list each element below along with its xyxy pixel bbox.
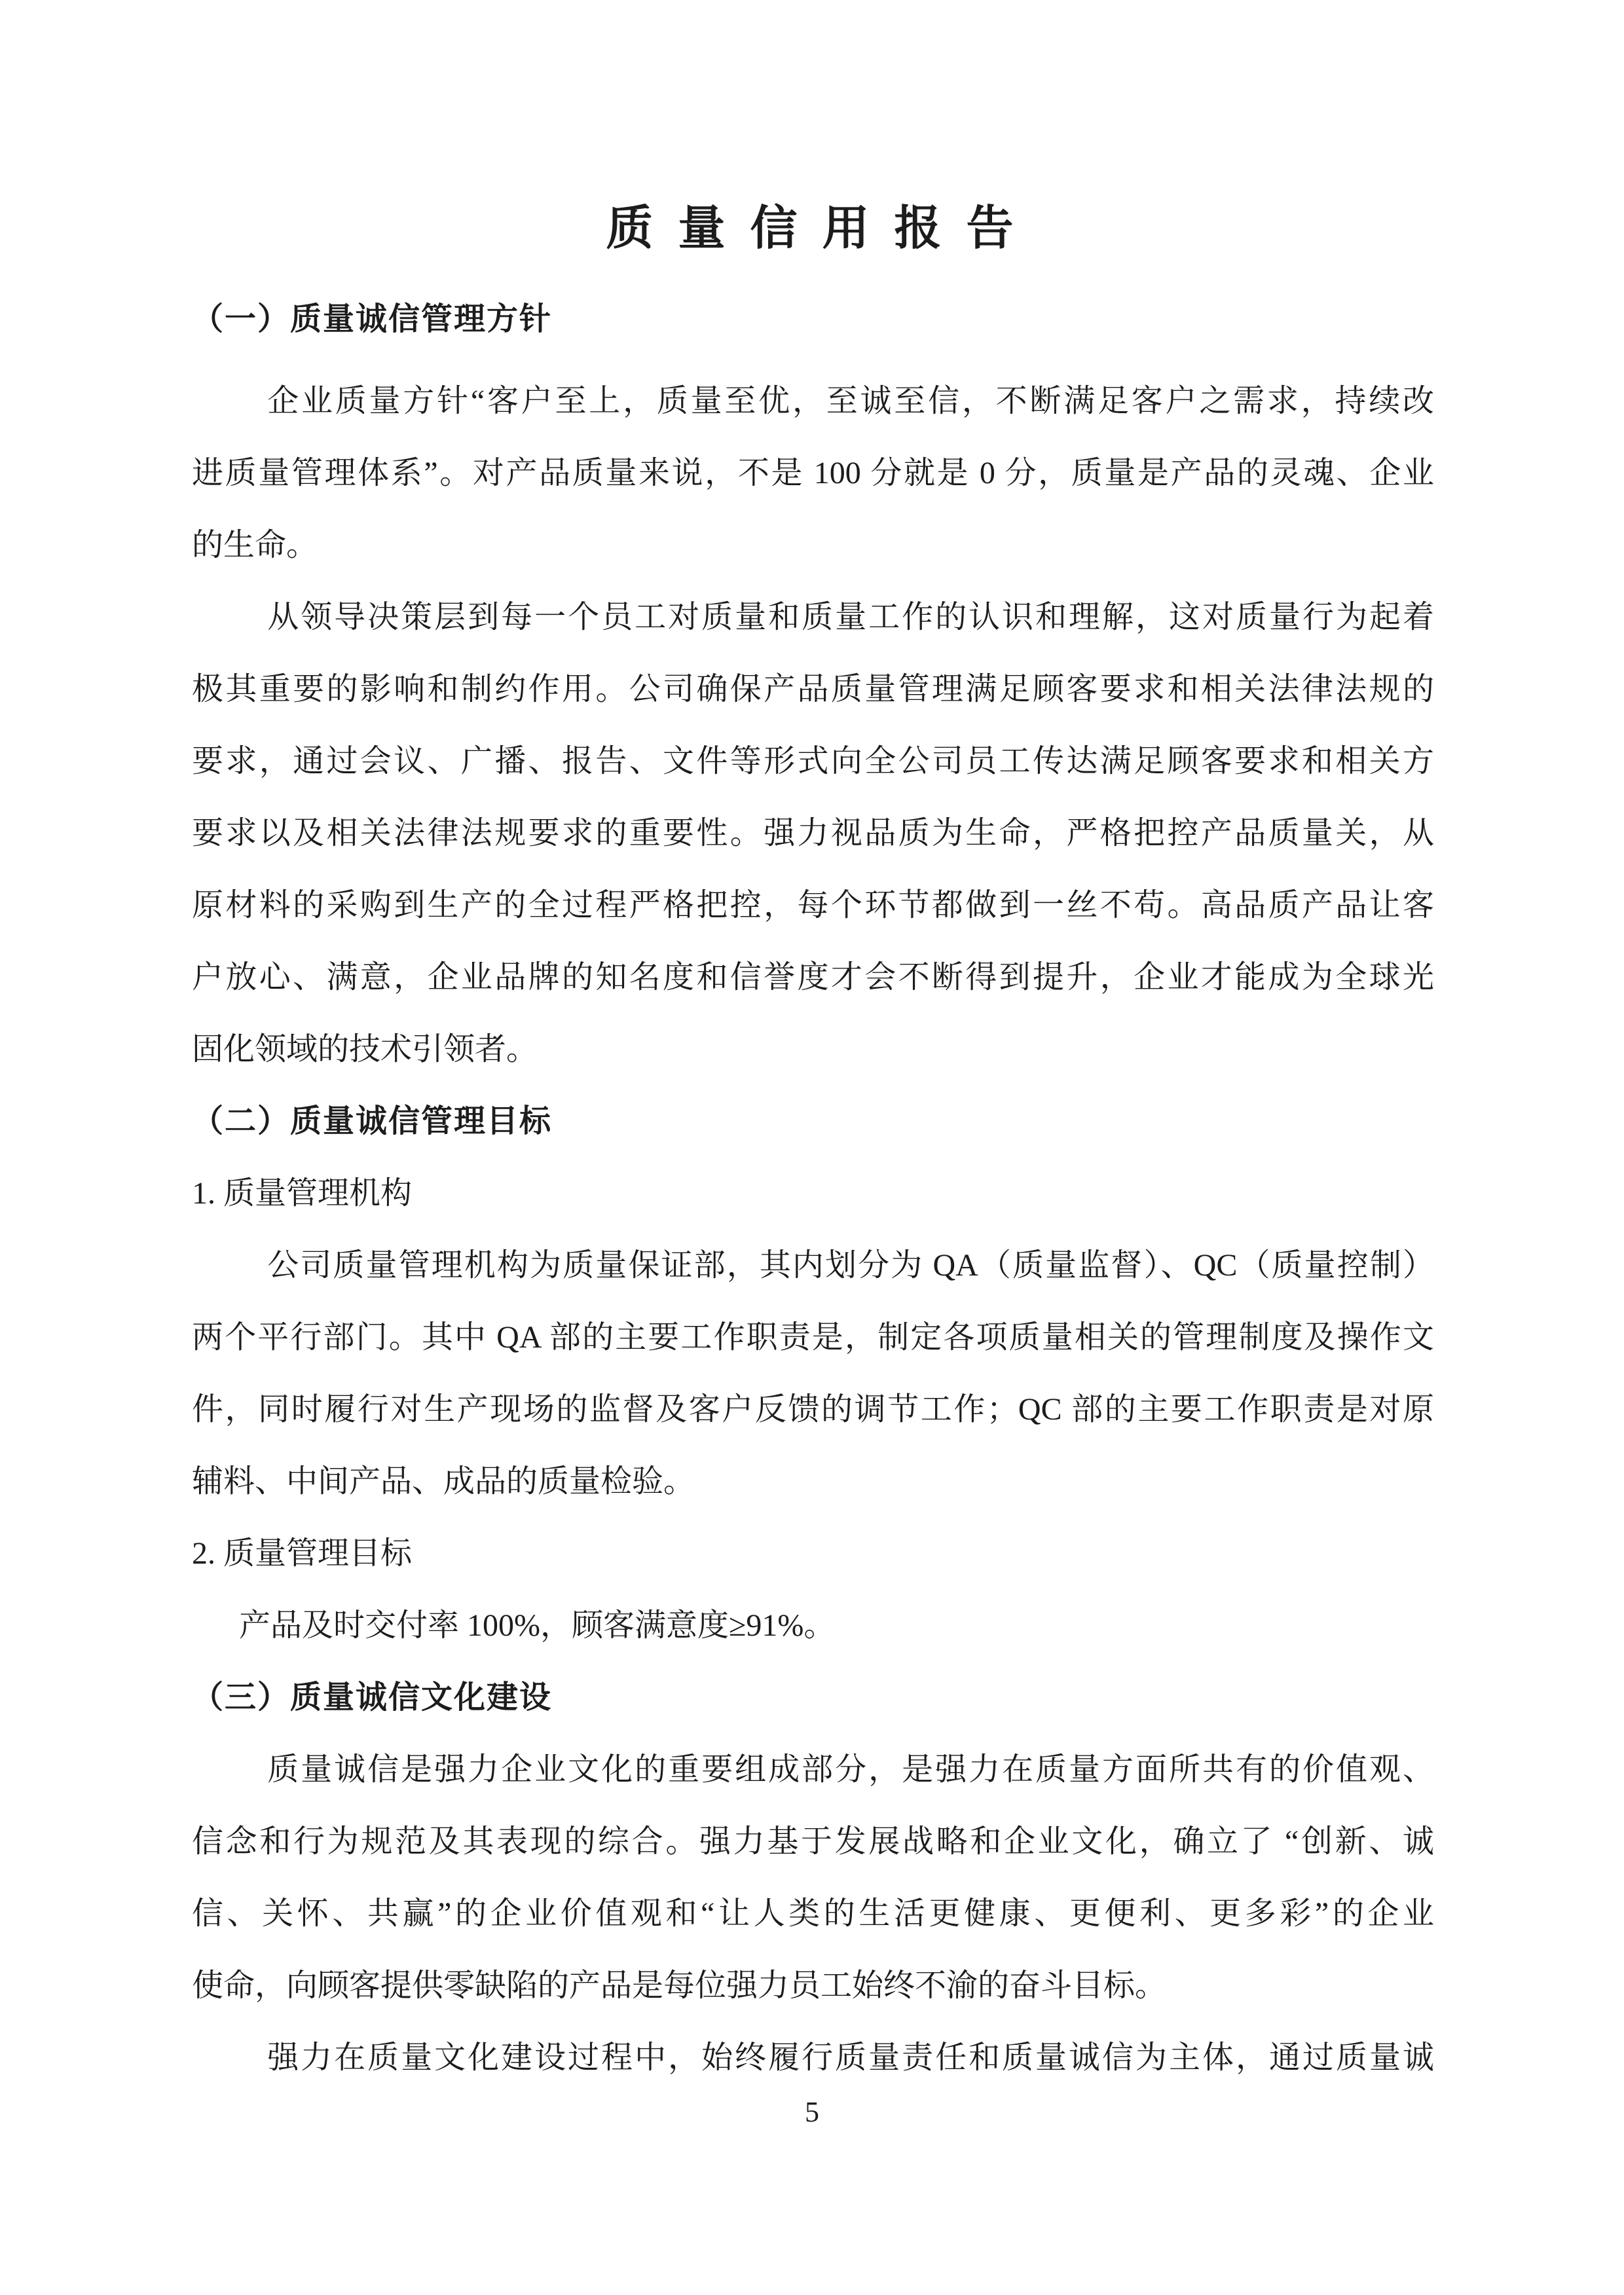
text-line: 辅料、中间产品、成品的质量检验。 <box>192 1464 695 1499</box>
paragraph <box>192 1590 1434 1662</box>
text-line: 要求以及相关法律法规要求的重要性。强力视品质为生命，严格把控产品质量关，从 <box>192 816 1434 851</box>
text-line: 两个平行部门。其中 QA 部的主要工作职责是，制定各项质量相关的管理制度及操作文 <box>192 1320 1434 1355</box>
text-line: 从领导决策层到每一个员工对质量和质量工作的认识和理解，这对质量行为起着 <box>267 600 1434 634</box>
paragraph <box>192 1734 1434 2022</box>
text-line: 信、关怀、共赢”的企业价值观和“让人类的生活更健康、更便利、更多彩”的企业 <box>192 1896 1434 1931</box>
paragraph <box>192 1230 1434 1518</box>
text-line: 件，同时履行对生产现场的监督及客户反馈的调节工作；QC 部的主要工作职责是对原 <box>192 1392 1434 1427</box>
text-line: 进质量管理体系”。对产品质量来说，不是 100 分就是 0 分，质量是产品的灵魂、企业 <box>192 456 1434 490</box>
section-heading: （三）质量诚信文化建设 <box>192 1680 553 1715</box>
section-heading: （一）质量诚信管理方针 <box>192 302 553 337</box>
text-line: 户放心、满意，企业品牌的知名度和信誉度才会不断得到提升，企业才能成为全球光 <box>192 960 1434 995</box>
page-number: 5 <box>805 2096 819 2128</box>
paragraph <box>192 2022 1434 2094</box>
text-line: 极其重要的影响和制约作用。公司确保产品质量管理满足顾客要求和相关法律法规的 <box>192 672 1434 707</box>
text-line: 使命，向顾客提供零缺陷的产品是每位强力员工始终不渝的奋斗目标。 <box>192 1968 1167 2003</box>
text-line: 企业质量方针“客户至上，质量至优，至诚至信，不断满足客户之需求，持续改 <box>267 384 1434 418</box>
text-line: 公司质量管理机构为质量保证部，其内划分为 QA（质量监督）、QC（质量控制） <box>267 1248 1434 1283</box>
paragraph <box>192 365 1434 581</box>
text-line: 要求，通过会议、广播、报告、文件等形式向全公司员工传达满足顾客要求和相关方 <box>192 744 1434 779</box>
section-heading: （二）质量诚信管理目标 <box>192 1104 553 1139</box>
text-line: 质量诚信是强力企业文化的重要组成部分，是强力在质量方面所共有的价值观、 <box>267 1752 1434 1787</box>
text-line: 强力在质量文化建设过程中，始终履行质量责任和质量诚信为主体，通过质量诚 <box>267 2040 1434 2075</box>
text-line: 信念和行为规范及其表现的综合。强力基于发展战略和企业文化，确立了 “创新、诚 <box>192 1824 1434 1859</box>
text-line: 的生命。 <box>192 528 318 562</box>
numbered-item: 1. 质量管理机构 <box>192 1176 413 1211</box>
text-line: 原材料的采购到生产的全过程严格把控，每个环节都做到一丝不苟。高品质产品让客 <box>192 888 1434 923</box>
paragraph <box>192 581 1434 1086</box>
text-line: 固化领域的技术引领者。 <box>192 1032 538 1067</box>
document-title: 质 量 信 用 报 告 <box>606 202 1020 255</box>
document-body <box>192 284 1434 2094</box>
numbered-item: 2. 质量管理目标 <box>192 1536 413 1571</box>
text-line: 产品及时交付率 100%，顾客满意度≥91%。 <box>239 1608 836 1643</box>
